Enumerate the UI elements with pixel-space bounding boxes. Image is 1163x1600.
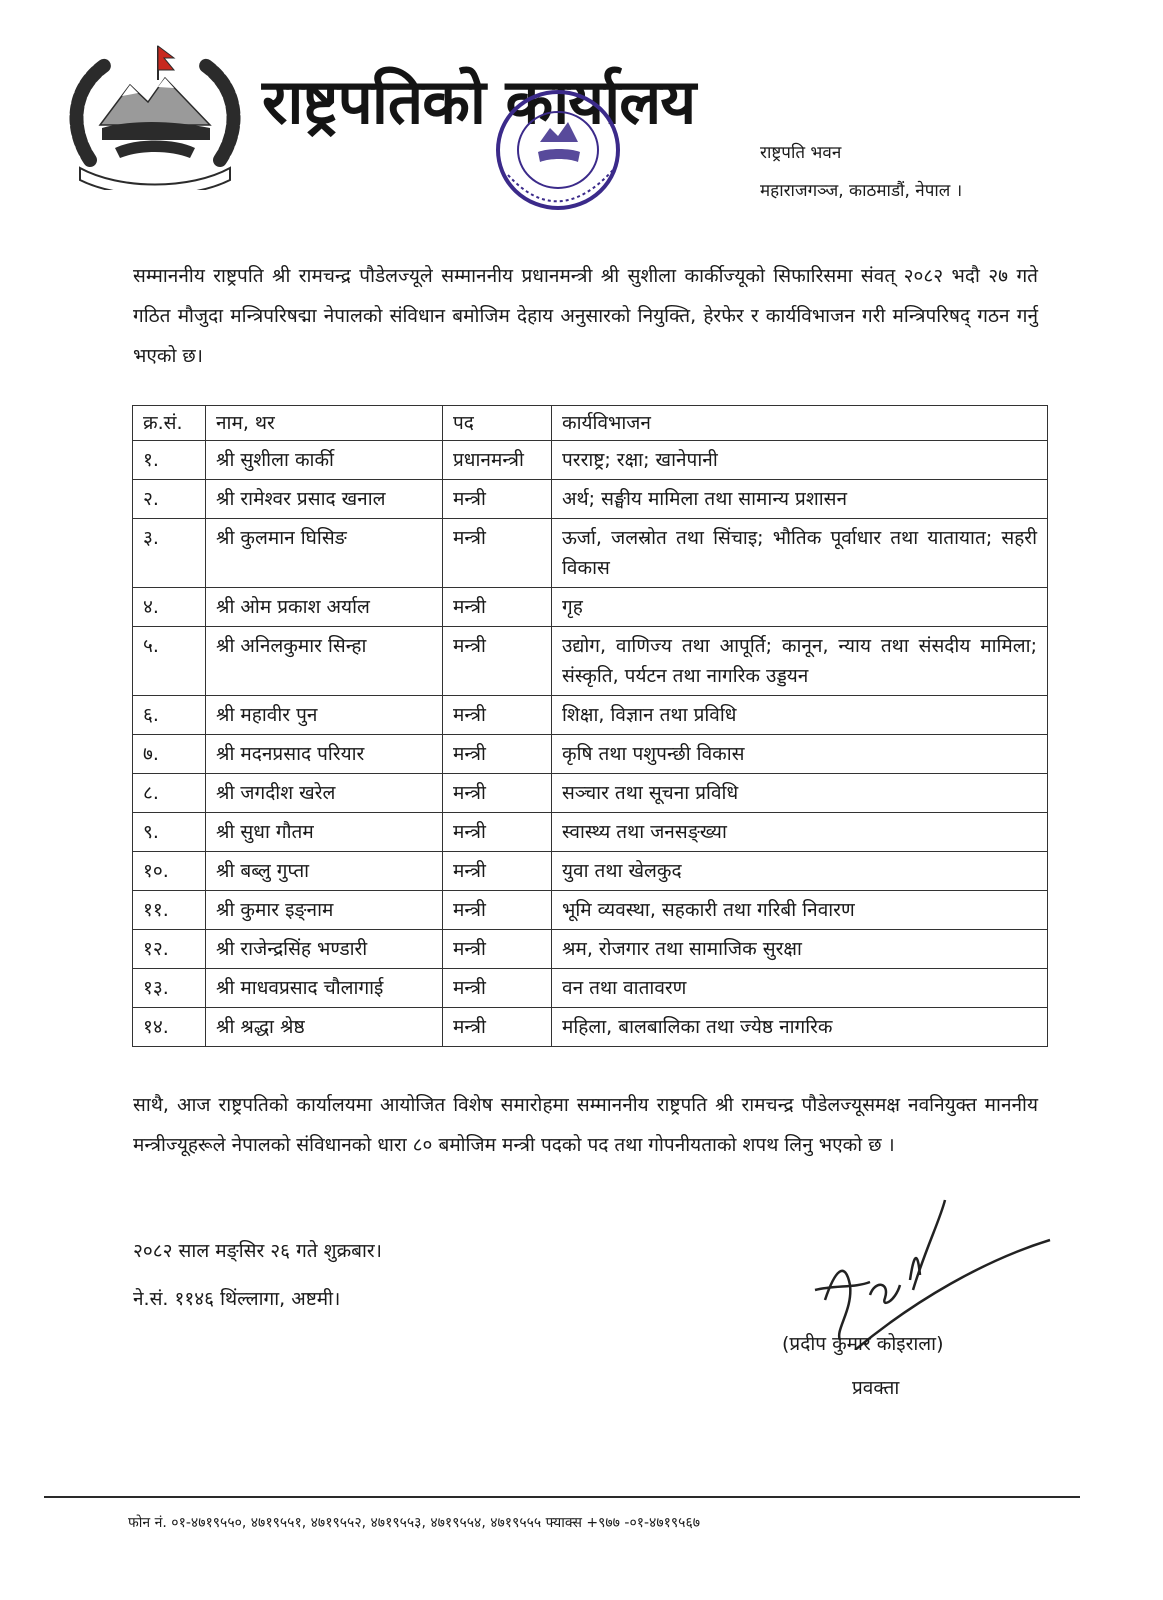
name-cell: श्री कुमार इङ्नाम	[206, 891, 443, 930]
signer-name: (प्रदीप कुमार कोइराला)	[782, 1333, 944, 1355]
name-cell: श्री सुधा गौतम	[206, 813, 443, 852]
intro-paragraph: सम्माननीय राष्ट्रपति श्री रामचन्द्र पौडेलज्यूले सम्माननीय प्रधानमन्त्री श्री सुशीला कार्कीज्यूको सिफारिसमा संवत् २०८२ भदौ २७ गते गठित मौजुदा मन्त्रिपरिषद्मा नेपालको संविधान बमोजिम देहाय अनुसारको नियुक्ति, हेरफेर र कार्यविभाजन गरी मन्त्रिपरिषद् गठन गर्नु भएको छ।	[133, 265, 1038, 367]
serial-cell: ७.	[133, 735, 206, 774]
name-cell: श्री अनिलकुमार सिन्हा	[206, 627, 443, 696]
serial-cell: ९.	[133, 813, 206, 852]
date-bikram-sambat: २०८२ साल मङ्सिर २६ गते शुक्रबार।	[133, 1240, 382, 1262]
signer-title: प्रवक्ता	[852, 1377, 900, 1399]
serial-cell: १.	[133, 441, 206, 480]
column-header-serial: क्र.सं.	[133, 406, 206, 441]
office-stamp	[478, 80, 638, 230]
post-cell: मन्त्री	[443, 852, 552, 891]
table-row	[133, 969, 1048, 1008]
serial-cell: २.	[133, 480, 206, 519]
column-header-name: नाम, थर	[206, 406, 443, 441]
post-cell: मन्त्री	[443, 588, 552, 627]
portfolio-cell: युवा तथा खेलकुद	[552, 852, 1048, 891]
name-cell: श्री रामेश्वर प्रसाद खनाल	[206, 480, 443, 519]
portfolio-cell: शिक्षा, विज्ञान तथा प्रविधि	[552, 696, 1048, 735]
address-line: महाराजगञ्ज, काठमाडौं, नेपाल ।	[760, 181, 963, 201]
date-nepal-sambat: ने.सं. ११४६ थिंल्लागा, अष्टमी।	[133, 1288, 341, 1310]
table-row	[133, 696, 1048, 735]
post-cell: मन्त्री	[443, 930, 552, 969]
name-cell: श्री राजेन्द्रसिंह भण्डारी	[206, 930, 443, 969]
table-row	[133, 480, 1048, 519]
cabinet-table	[132, 405, 1048, 1047]
serial-cell: ५.	[133, 627, 206, 696]
serial-cell: ३.	[133, 519, 206, 588]
post-cell: मन्त्री	[443, 627, 552, 696]
serial-cell: १२.	[133, 930, 206, 969]
serial-cell: ६.	[133, 696, 206, 735]
post-cell: मन्त्री	[443, 735, 552, 774]
post-cell: मन्त्री	[443, 813, 552, 852]
serial-cell: ११.	[133, 891, 206, 930]
portfolio-cell: स्वास्थ्य तथा जनसङ्ख्या	[552, 813, 1048, 852]
serial-cell: ८.	[133, 774, 206, 813]
portfolio-cell: अर्थ; सङ्घीय मामिला तथा सामान्य प्रशासन	[552, 480, 1048, 519]
name-cell: श्री बब्लु गुप्ता	[206, 852, 443, 891]
table-row	[133, 891, 1048, 930]
serial-cell: १४.	[133, 1008, 206, 1047]
post-cell: मन्त्री	[443, 519, 552, 588]
portfolio-cell: परराष्ट्र; रक्षा; खानेपानी	[552, 441, 1048, 480]
table-row	[133, 735, 1048, 774]
portfolio-cell: वन तथा वातावरण	[552, 969, 1048, 1008]
handwritten-signature	[795, 1190, 1065, 1350]
column-header-portfolio: कार्यविभाजन	[552, 406, 1048, 441]
table-row	[133, 588, 1048, 627]
portfolio-cell: भूमि व्यवस्था, सहकारी तथा गरिबी निवारण	[552, 891, 1048, 930]
footer-divider	[44, 1496, 1080, 1498]
post-cell: मन्त्री	[443, 1008, 552, 1047]
name-cell: श्री कुलमान घिसिङ	[206, 519, 443, 588]
post-cell: मन्त्री	[443, 774, 552, 813]
serial-cell: १०.	[133, 852, 206, 891]
table-row	[133, 774, 1048, 813]
table-row	[133, 1008, 1048, 1047]
table-row	[133, 813, 1048, 852]
cabinet-table-body	[133, 441, 1048, 1047]
name-cell: श्री माधवप्रसाद चौलागाई	[206, 969, 443, 1008]
post-cell: मन्त्री	[443, 969, 552, 1008]
name-cell: श्री जगदीश खरेल	[206, 774, 443, 813]
post-cell: मन्त्री	[443, 891, 552, 930]
coat-of-arms-emblem	[60, 40, 250, 190]
column-header-post: पद	[443, 406, 552, 441]
portfolio-cell: ऊर्जा, जलस्रोत तथा सिंचाइ; भौतिक पूर्वाधार तथा यातायात; सहरी विकास	[552, 519, 1048, 588]
address-line: राष्ट्रपति भवन	[760, 143, 842, 163]
name-cell: श्री सुशीला कार्की	[206, 441, 443, 480]
table-row	[133, 519, 1048, 588]
table-row	[133, 930, 1048, 969]
post-cell: मन्त्री	[443, 696, 552, 735]
serial-cell: ४.	[133, 588, 206, 627]
name-cell: श्री महावीर पुन	[206, 696, 443, 735]
table-row	[133, 627, 1048, 696]
post-cell: मन्त्री	[443, 480, 552, 519]
table-header-row	[133, 406, 1048, 441]
office-address	[760, 134, 962, 210]
office-title: राष्ट्रपतिको कार्यालय	[262, 65, 696, 138]
portfolio-cell: महिला, बालबालिका तथा ज्येष्ठ नागरिक	[552, 1008, 1048, 1047]
portfolio-cell: कृषि तथा पशुपन्छी विकास	[552, 735, 1048, 774]
name-cell: श्री श्रद्धा श्रेष्ठ	[206, 1008, 443, 1047]
serial-cell: १३.	[133, 969, 206, 1008]
portfolio-cell: उद्योग, वाणिज्य तथा आपूर्ति; कानून, न्याय तथा संसदीय मामिला; संस्कृति, पर्यटन तथा नागरिक उड्डयन	[552, 627, 1048, 696]
name-cell: श्री ओम प्रकाश अर्याल	[206, 588, 443, 627]
portfolio-cell: श्रम, रोजगार तथा सामाजिक सुरक्षा	[552, 930, 1048, 969]
post-cell: प्रधानमन्त्री	[443, 441, 552, 480]
table-row	[133, 441, 1048, 480]
closing-paragraph: साथै, आज राष्ट्रपतिको कार्यालयमा आयोजित विशेष समारोहमा सम्माननीय राष्ट्रपति श्री रामचन्द्र पौडेलज्यूसमक्ष नवनियुक्त माननीय मन्त्रीज्यूहरूले नेपालको संविधानको धारा ८० बमोजिम मन्त्री पदको पद तथा गोपनीयताको शपथ लिनु भएको छ ।	[133, 1094, 1038, 1156]
table-row	[133, 852, 1048, 891]
portfolio-cell: सञ्चार तथा सूचना प्रविधि	[552, 774, 1048, 813]
name-cell: श्री मदनप्रसाद परियार	[206, 735, 443, 774]
portfolio-cell: गृह	[552, 588, 1048, 627]
footer-contact: फोन नं. ०१-४७१९५५०, ४७१९५५१, ४७१९५५२, ४७१९५५३, ४७१९५५४, ४७१९५५५ फ्याक्स +९७७ -०१-४७१९५६७	[128, 1515, 701, 1531]
